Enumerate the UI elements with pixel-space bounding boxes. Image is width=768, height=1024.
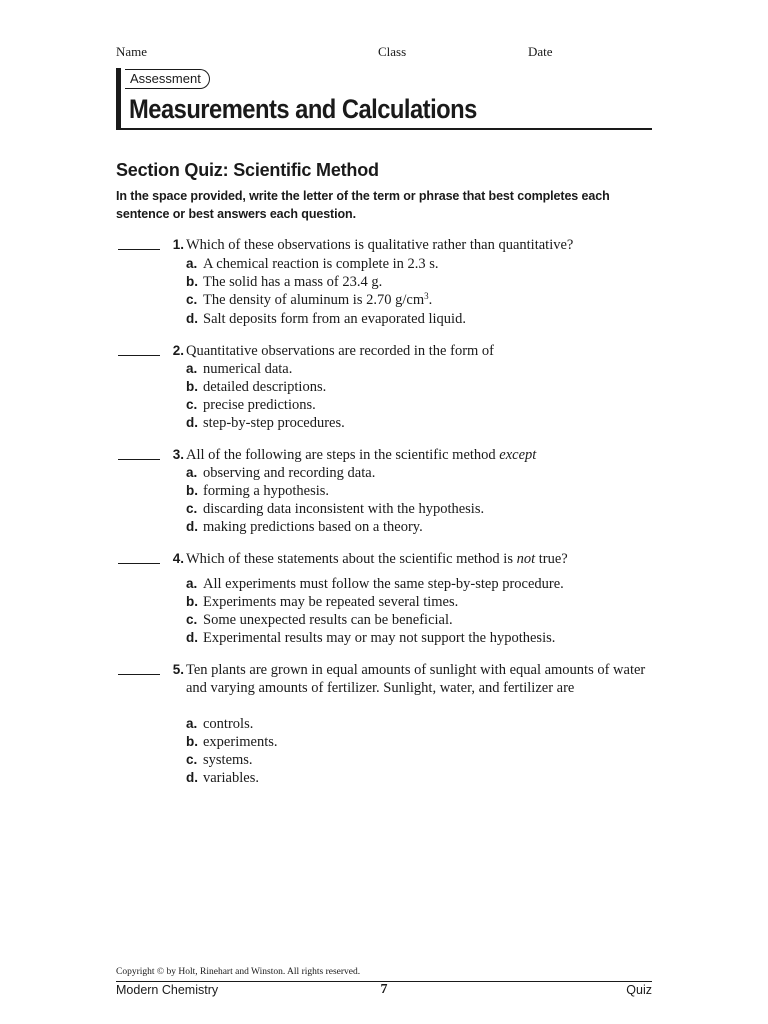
option-b: b. experiments. (186, 734, 278, 750)
title-block (116, 68, 652, 130)
question-number: 2. (172, 343, 184, 358)
copyright-notice: Copyright © by Holt, Rinehart and Winston. All rights reserved. (116, 967, 361, 977)
option-c: c. systems. (186, 752, 253, 768)
option-d: d. Salt deposits form from an evaporated liquid. (186, 311, 466, 327)
option-b: b. forming a hypothesis. (186, 483, 330, 499)
option-d: d. Experimental results may or may not support the hypothesis. (186, 630, 556, 646)
page-title: Measurements and Calculations (129, 94, 477, 124)
answer-blank-2[interactable] (118, 355, 160, 356)
question-stem: Quantitative observations are recorded in the form of (186, 343, 495, 359)
answer-blank-3[interactable] (118, 459, 160, 460)
page-footer (116, 983, 652, 999)
option-a: a. controls. (186, 716, 254, 732)
student-info-fields (116, 44, 652, 60)
answer-blank-5[interactable] (118, 674, 160, 675)
instructions: In the space provided, write the letter of the term or phrase that best completes each sentence or best answers each question. (116, 189, 610, 221)
option-c: c. precise predictions. (186, 397, 316, 413)
option-a: a. All experiments must follow the same step-by-step procedure. (186, 576, 564, 592)
question-stem: All of the following are steps in the scientific method except (186, 447, 537, 463)
option-a: a. observing and recording data. (186, 465, 376, 481)
option-c: c. Some unexpected results can be beneficial. (186, 612, 453, 628)
footer-book-title: Modern Chemistry (116, 983, 219, 997)
footer-doc-type: Quiz (626, 983, 652, 997)
option-c: c. The density of aluminum is 2.70 $g/cm^3$. (186, 291, 433, 308)
page-number: 7 (380, 982, 388, 997)
assessment-tag: Assessment (125, 69, 210, 89)
question-stem: Which of these observations is qualitative rather than quantitative? (186, 237, 574, 253)
question-number: 4. (172, 551, 184, 566)
option-d: d. variables. (186, 770, 259, 786)
question-stem: Which of these statements about the scientific method is not true? (186, 551, 568, 567)
question-number: 1. (172, 237, 184, 252)
option-c: c. discarding data inconsistent with the hypothesis. (186, 501, 485, 517)
option-d: d. making predictions based on a theory. (186, 519, 423, 535)
answer-blank-1[interactable] (118, 249, 160, 250)
name-label: Name (116, 44, 148, 59)
class-label: Class (378, 44, 407, 59)
question-number: 5. (172, 662, 184, 677)
question-stem: Ten plants are grown in equal amounts of sunlight with equal amounts of water and varying amounts of fertilizer. Sunlight, water, and fertilizer are (186, 662, 646, 696)
question-number: 3. (172, 447, 184, 462)
answer-blank-4[interactable] (118, 563, 160, 564)
option-b: b. The solid has a mass of 23.4 g. (186, 274, 383, 290)
option-d: d. step-by-step procedures. (186, 415, 345, 431)
option-b: b. detailed descriptions. (186, 379, 327, 395)
date-label: Date (528, 44, 553, 59)
option-a: a. numerical data. (186, 361, 293, 377)
section-title: Section Quiz: Scientific Method (116, 160, 379, 180)
option-b: b. Experiments may be repeated several times. (186, 594, 459, 610)
option-a: a. A chemical reaction is complete in 2.3 s. (186, 256, 439, 272)
